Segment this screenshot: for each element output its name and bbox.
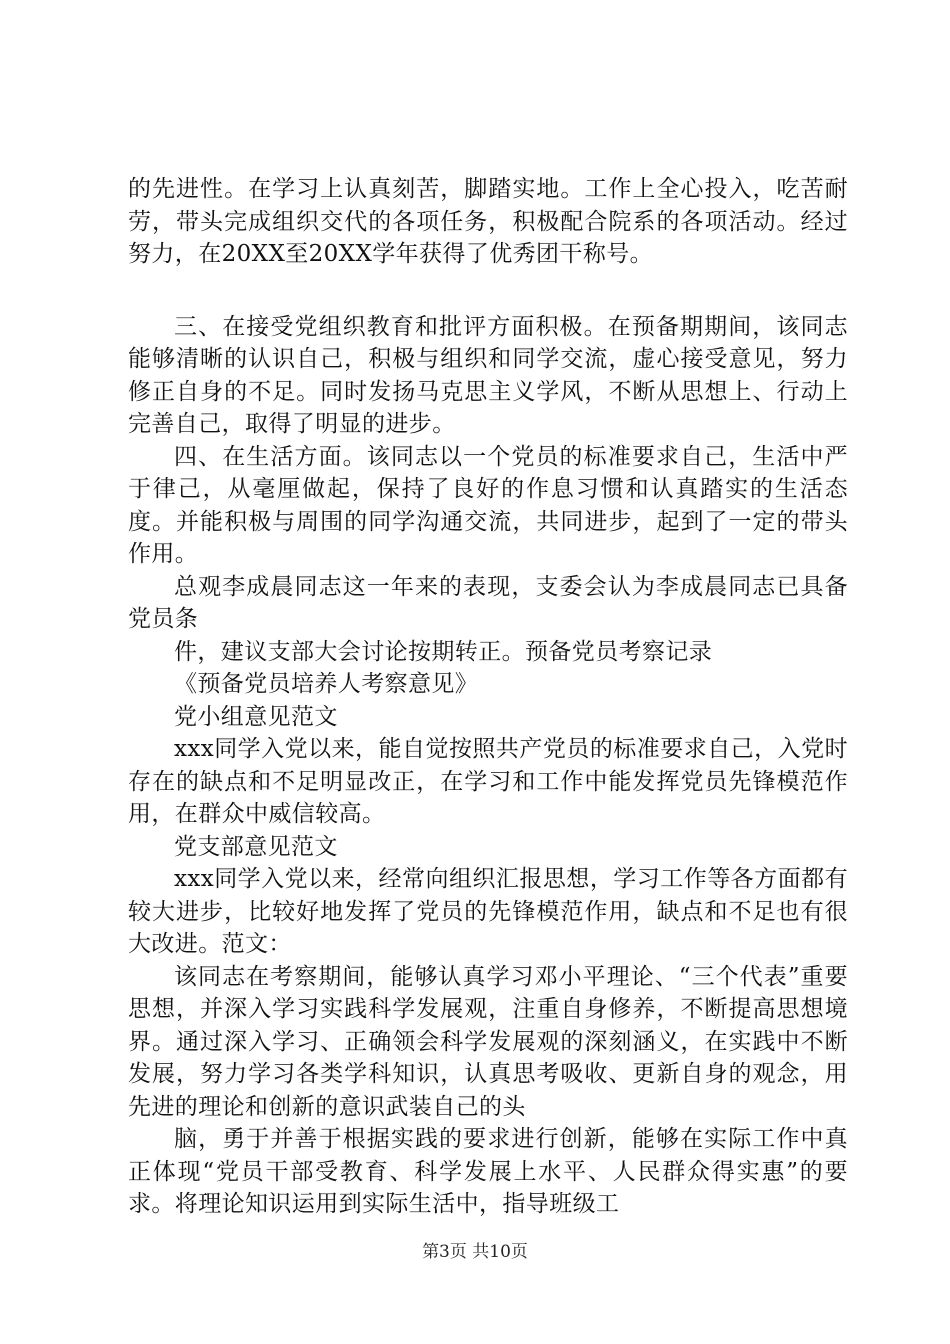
paragraph-summary-cont: 件，建议支部大会讨论按期转正。预备党员考察记录 — [174, 638, 713, 665]
paragraph-sample-text: 该同志在考察期间，能够认真学习邓小平理论、“三个代表”重要思想，并深入学习实践科学发展观，注重自身修养，不断提高思想境界。通过深入学习、正确领会科学发展观的深刻涵义，在实践中不断发展，努力学习各类学科知识，认真思考吸收、更新自身的观念，用先进的理论和创新的意识武装自己的头 — [128, 963, 848, 1120]
heading-party-branch-opinion: 党支部意见范文 — [174, 833, 338, 860]
paragraph-sample-text-cont: 脑，勇于并善于根据实践的要求进行创新，能够在实际工作中真正体现“党员干部受教育、科学发展上水平、人民群众得实惠”的要求。将理论知识运用到实际生活中，指导班级工 — [128, 1126, 848, 1217]
paragraph-section-four: 四、在生活方面。该同志以一个党员的标准要求自己，生活中严于律己，从毫厘做起，保持了良好的作息习惯和认真踏实的生活态度。并能积极与周围的同学沟通交流，共同进步，起到了一定的带头作用。 — [128, 443, 848, 567]
paragraph-continuation: 的先进性。在学习上认真刻苦，脚踏实地。工作上全心投入，吃苦耐劳，带头完成组织交代的各项任务，积极配合院系的各项活动。经过努力，在20XX至20XX学年获得了优秀团干称号。 — [128, 176, 848, 267]
page-number-footer: 第3页 共10页 — [422, 1242, 528, 1262]
paragraph-section-three: 三、在接受党组织教育和批评方面积极。在预备期期间，该同志能够清晰的认识自己，积极与组织和同学交流，虚心接受意见，努力修正自身的不足。同时发扬马克思主义学风，不断从思想上、行动上完善自己，取得了明显的进步。 — [128, 313, 848, 437]
heading-cultivator-opinion: 《预备党员培养人考察意见》 — [174, 671, 479, 697]
heading-party-group-opinion: 党小组意见范文 — [174, 703, 338, 730]
paragraph-party-branch-sample: xxx同学入党以来，经常向组织汇报思想，学习工作等各方面都有较大进步，比较好地发挥了党员的先锋模范作用，缺点和不足也有很大改进。范文： — [128, 866, 848, 957]
paragraph-summary: 总观李成晨同志这一年来的表现，支委会认为李成晨同志已具备党员条 — [128, 573, 848, 632]
document-body — [128, 173, 848, 1221]
paragraph-party-group-sample: xxx同学入党以来，能自觉按照共产党员的标准要求自己，入党时存在的缺点和不足明显改正，在学习和工作中能发挥党员先锋模范作用，在群众中威信较高。 — [128, 736, 848, 827]
